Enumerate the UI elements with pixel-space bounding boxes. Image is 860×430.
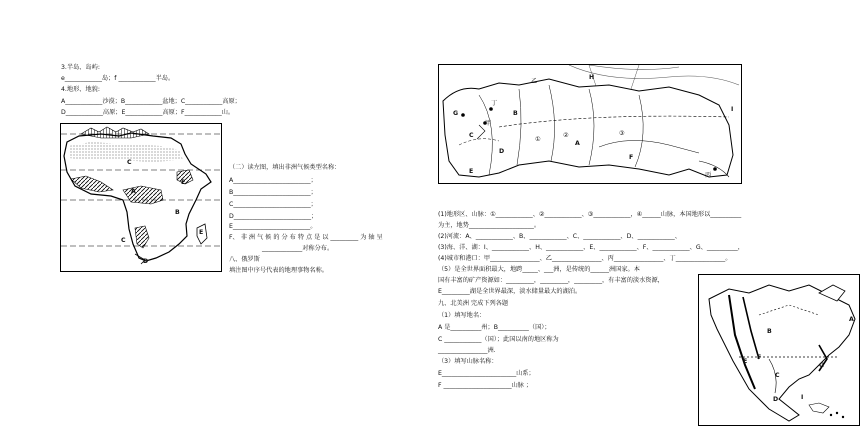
russia-section-instruction: 填注图中序号代表的地理事物名称。 [229,267,328,274]
russia-label-3: ③ [619,130,625,137]
climate-line-f-2[interactable]: _____________对称分布。 [262,245,334,252]
russia-q3-seas-lakes[interactable]: (3)海、洋、湖：I、____________、H、____________、E、____________、F、____________、G、__________， [438,244,744,251]
na-q1-heading: （1）填写地名： [438,312,486,319]
russia-label-yi: 乙 [531,78,538,85]
q3-heading: 3.半岛、岛屿: [61,64,100,71]
russia-label-1: ① [535,136,541,143]
russia-section-title: 八、俄罗斯 [229,256,260,263]
africa-climate-map [60,123,222,272]
na-q3-e-line[interactable]: E________________________山系； [438,370,535,377]
na-label-e: E [743,358,748,365]
na-label-c: C [775,372,780,379]
russia-label-h: H [589,74,595,81]
russia-label-i: I [731,106,734,113]
africa-label-a: A [131,188,136,195]
climate-line-f-1[interactable]: F、 非 洲 气 候 的 分 布 特 点 是 以 _________ 为 轴 呈 [229,234,383,241]
russia-label-a: A [575,140,580,147]
africa-label-e-east: E [181,179,186,186]
na-label-b: B [767,328,772,335]
africa-label-c-south: C [121,237,126,244]
q4-landform-line-1[interactable]: A____________沙漠；B____________盆地；C____________高原； [61,98,241,105]
russia-q5-line-1[interactable]: （5）是全世界面积最大，地跨_____、___洲，是传统的______洲国家。本 [438,266,640,273]
russia-label-bing: 丙 [705,172,712,179]
climate-question-title: （二）读左图，填出非洲气候类型名称： [229,164,341,171]
russia-label-c: C [469,132,474,139]
russia-label-f: F [629,154,634,161]
russia-label-g: G [453,110,459,117]
na-label-a: A [849,316,854,323]
russia-label-ding: 丁 [491,100,498,107]
russia-label-jia: 甲 [485,120,492,127]
q4-landform-line-2[interactable]: D____________高原；E____________高原；F____________山。 [61,109,235,116]
russia-q1-landforms[interactable]: (1)地形区、山脉：①____________、②____________、③____________，④______山脉，本国地形以__________ [438,211,742,218]
africa-label-d: D [143,258,149,265]
north-america-map-drawing [699,275,859,425]
russia-q5-line-2[interactable]: 国有丰富的矿产资源如：_________，_________，_________，有丰富的淡水资源， [438,277,664,284]
na-q1-c-line[interactable]: C ____________（国）；此国以南的地区称为 [438,336,559,343]
na-q1-region-line[interactable]: ________________洲. [438,347,496,354]
russia-map [438,64,742,184]
na-label-g: G [819,362,825,369]
russia-label-2: ② [563,132,569,139]
russia-label-d: D [499,148,505,155]
africa-map-drawing [61,124,221,271]
climate-line-b[interactable]: B_________________________； [229,189,317,196]
russia-label-e: E [469,168,474,175]
q4-heading: 4.地形、地貌: [61,86,100,93]
russia-q4-cities[interactable]: (4)城市和港口：甲________________、乙________________、丙________________、丁________________。 [438,255,732,262]
na-label-i: I [801,394,804,401]
africa-label-e-madagascar: E [199,229,204,236]
climate-line-c[interactable]: C_________________________； [229,201,317,208]
na-q3-heading: （3）填写山脉名称： [438,358,498,365]
q3-peninsula-line[interactable]: e____________岛；f ____________半岛。 [61,75,175,82]
russia-label-b: B [513,110,518,117]
na-q3-f-line[interactable]: F ______________________山脉 ； [438,382,533,389]
na-label-f: F [757,354,762,361]
north-america-map [698,274,860,426]
africa-label-b: B [175,209,180,216]
na-q1-a-line[interactable]: A 是__________州；B__________（国）； [438,324,551,331]
climate-line-d[interactable]: D_________________________； [229,213,318,220]
na-label-d: D [773,396,779,403]
africa-label-c-north: C [127,159,132,166]
russia-q2-rivers[interactable]: (2)河流：A、____________、B、____________、C、____________、D、____________、 [438,233,681,240]
climate-line-e[interactable]: E_________________________。 [229,223,317,230]
climate-line-a[interactable]: A_________________________； [229,177,317,184]
russia-q1-terrain[interactable]: 为主，地势_____________________。 [438,222,541,229]
russia-q5-line-3[interactable]: E_________湖是全世界最深，淡水储量最大的湖泊。 [438,288,582,295]
north-america-title: 九、北美洲 完成下列各题 [438,300,509,307]
